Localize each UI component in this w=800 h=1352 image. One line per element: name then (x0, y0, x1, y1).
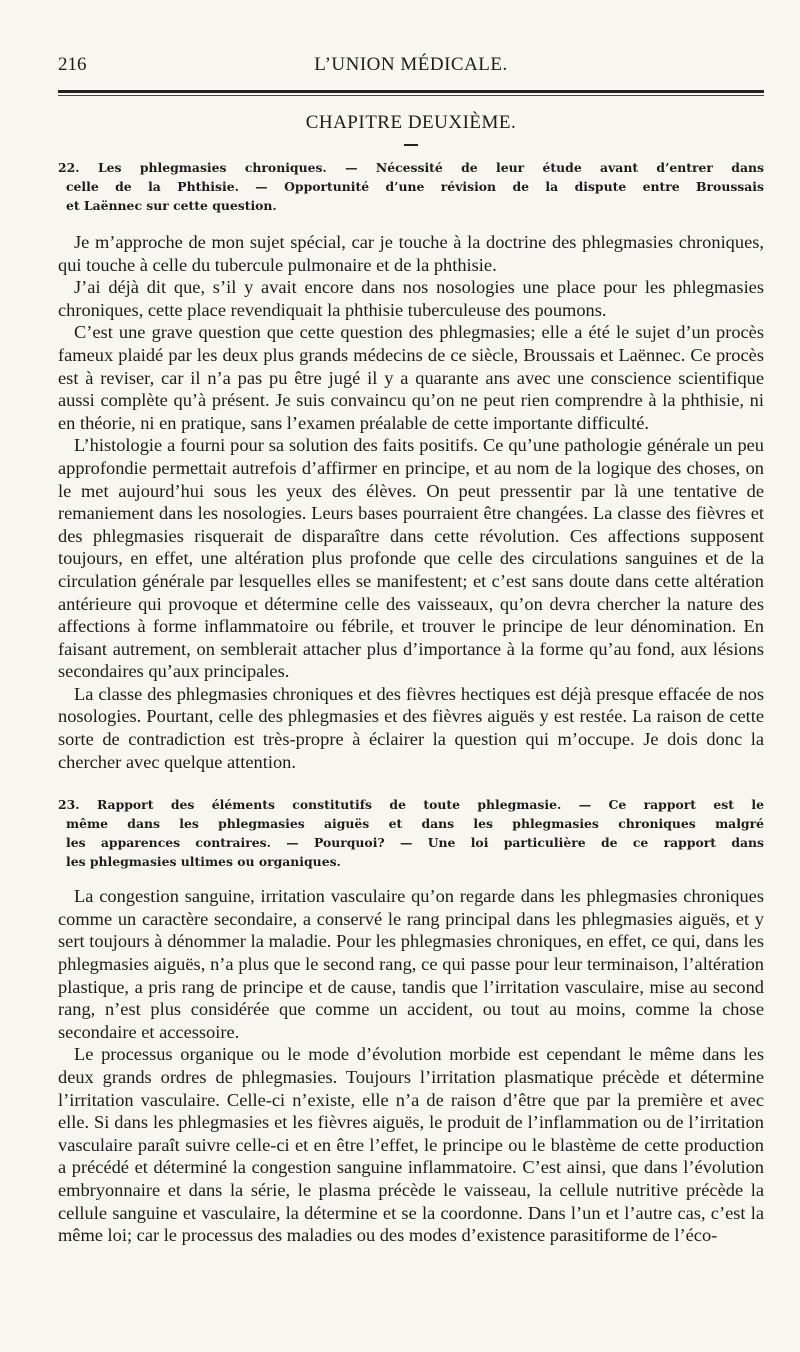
paragraph: Je m’approche de mon sujet spécial, car je touche à la doctrine des phlegmasies chroniques, qui touche à celle du tubercule pulmonaire et de la phthisie. (58, 232, 764, 275)
section-heading-line: et Laënnec sur cette question. (66, 198, 277, 213)
section-heading-line: les phlegmasies ultimes ou organiques. (66, 854, 341, 870)
section-body-23 (58, 885, 764, 1247)
header-rule (58, 90, 764, 96)
section-number: 22. (58, 160, 80, 175)
section-heading-23 (58, 795, 764, 871)
journal-title: L’UNION MÉDICALE. (314, 54, 508, 75)
section-heading-22 (58, 158, 764, 215)
paragraph: Le processus organique ou le mode d’évolution morbide est cependant le même dans les deux grands ordres de phlegmasies. Toujours l’irritation plasmatique précède et détermine l’irritation vasculaire. Celle-ci n’existe, elle n’a de raison d’être que par la première et avec elle. Si dans les phlegmasies et les fièvres aiguës, le produit de l’inflammation ou de l’irritation vasculaire paraît suivre celle-ci et en être l’effet, le principe ou le blastème de cette production a précédé et déterminé la congestion sanguine inflammatoire. C’est ainsi, que dans l’évolution embryonnaire et dans la série, le plasma précède le vaisseau, la cellule nutritive précède la cellule sanguine et vasculaire, la détermine et se la coordonne. Dans l’un et l’autre cas, c’est la même loi; car le processus des maladies ou des modes d’existence parasitiforme de l’éco- (58, 1044, 764, 1246)
section-body-22 (58, 231, 764, 773)
paragraph: C’est une grave question que cette question des phlegmasies; elle a été le sujet d’un procès fameux plaidé par les deux plus grands médecins de ce siècle, Broussais et Laënnec. Ce procès est à reviser, car il n’a pas pu être jugé il y a quarante ans avec une conscience scientifique aussi complète qu’à présent. Je suis convaincu qu’on ne peut rien comprendre à la phthisie, ni en théorie, ni en pratique, sans l’examen préalable de cette importante difficulté. (58, 322, 764, 433)
section-heading-line: même dans les phlegmasies aiguës et dans les phlegmasies chroniques malgré (66, 816, 764, 832)
section-number: 23. (58, 797, 80, 813)
section-heading-line: 22. Les phlegmasies chroniques. — Nécessité de leur étude avant d’entrer dans (58, 160, 764, 175)
paragraph: J’ai déjà dit que, s’il y avait encore dans nos nosologies une place pour les phlegmasies chroniques, cette place revendiquait la phthisie tuberculeuse des poumons. (58, 277, 764, 320)
section-heading-line: celle de la Phthisie. — Opportunité d’une révision de la dispute entre Broussais (66, 179, 764, 194)
paragraph: La classe des phlegmasies chroniques et des fièvres hectiques est déjà presque effacée de nos nosologies. Pourtant, celle des phlegmasies et des fièvres aiguës y est restée. La raison de cette sorte de contradiction est très-propre à éclairer la question qui m’occupe. Je dois donc la chercher avec quelque attention. (58, 683, 764, 772)
paragraph: L’histologie a fourni pour sa solution des faits positifs. Ce qu’une pathologie générale un peu approfondie permettait autrefois d’affirmer en principe, et au nom de la logique des choses, on le met aujourd’hui sous les yeux des élèves. On peut pressentir par là une tentative de remaniement dans les nosologies. Leurs bases pourraient être changées. La classe des fièvres et des phlegmasies risquerait de disparaître dans cette révolution. Ces affections supposent toujours, en effet, une altération plus profonde que celle des circulations sanguines et de la circulation générale par lesquelles elles se manifestent; et c’est sans doute dans cette altération antérieure qui provoque et détermine celle des vaisseaux, qu’on devra chercher la nature des affections à forme inflammatoire ou fébrile, et trouver le principe de leur dénomination. En faisant autrement, on semblerait attacher plus d’importance à la forme qu’au fond, aux lésions secondaires qu’aux principales. (58, 435, 764, 682)
running-head (58, 54, 764, 82)
page-number: 216 (58, 54, 87, 75)
chapter-title: CHAPITRE DEUXIÈME. (305, 112, 517, 133)
section-heading-line: les apparences contraires. — Pourquoi? — Une loi particulière de ce rapport dans (66, 835, 764, 851)
section-heading-line: 23. Rapport des éléments constitutifs de toute phlegmasie. — Ce rapport est le (58, 797, 764, 813)
chapter-divider (404, 144, 418, 146)
paragraph: La congestion sanguine, irritation vasculaire qu’on regarde dans les phlegmasies chroniques comme un caractère secondaire, a conservé le rang principal dans les phlegmasies aiguës, et y sert toujours à dénommer la maladie. Pour les phlegmasies chroniques, en effet, ce qui, dans les phlegmasies aiguës, n’a plus que le second rang, ce qui passe pour leur terminaison, l’altération plastique, a pris rang de principe et de cause, tandis que l’irritation vasculaire, mise au second rang, n’est plus considérée que comme un accident, ou tout au moins, comme la chose secondaire et accessoire. (58, 886, 764, 1042)
